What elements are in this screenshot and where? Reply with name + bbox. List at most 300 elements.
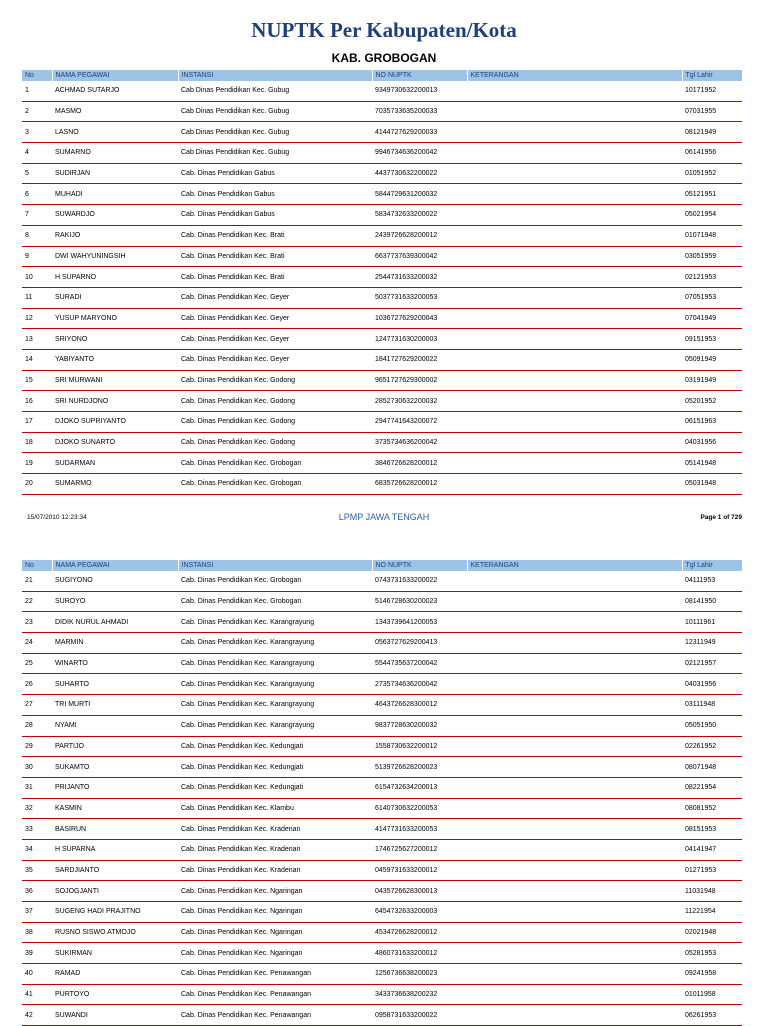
cell-tgl-lahir: 08151953 <box>682 819 742 840</box>
cell-nuptk: 1841727629200022 <box>372 349 467 370</box>
table-header-row <box>22 70 742 81</box>
cell-instansi: Cab. Dinas Pendidikan Kec. Penawangan <box>178 984 372 1005</box>
cell-tgl-lahir: 01071948 <box>682 225 742 246</box>
cell-name: RUSNO SISWO ATMOJO <box>52 922 178 943</box>
cell-tgl-lahir: 08081952 <box>682 798 742 819</box>
cell-instansi: Cab. Dinas Pendidikan Kec. Grobogan <box>178 453 372 474</box>
table-row <box>22 308 742 329</box>
cell-instansi: Cab Dinas Pendidikan Kec. Gubug <box>178 101 372 122</box>
cell-instansi: Cab. Dinas Pendidikan Kec. Kradenan <box>178 860 372 881</box>
cell-tgl-lahir: 01011958 <box>682 984 742 1005</box>
cell-tgl-lahir: 09241958 <box>682 964 742 985</box>
cell-instansi: Cab. Dinas Pendidikan Kec. Kedungjati <box>178 736 372 757</box>
cell-instansi: Cab. Dinas Pendidikan Kec. Grobogan <box>178 591 372 612</box>
cell-no: 34 <box>22 839 52 860</box>
cell-instansi: Cab. Dinas Pendidikan Kec. Karangrayung <box>178 674 372 695</box>
cell-nuptk: 9946734636200042 <box>372 143 467 164</box>
cell-no: 21 <box>22 571 52 591</box>
cell-keterangan <box>467 1005 682 1026</box>
cell-keterangan <box>467 163 682 184</box>
document-title: NUPTK Per Kabupaten/Kota <box>251 18 517 42</box>
cell-instansi: Cab. Dinas Pendidikan Kec. Karangrayung <box>178 612 372 633</box>
cell-name: H SUPARNO <box>52 267 178 288</box>
cell-no: 36 <box>22 881 52 902</box>
cell-nuptk: 9837728630200032 <box>372 715 467 736</box>
cell-nuptk: 4144727629200033 <box>372 122 467 143</box>
cell-tgl-lahir: 04031956 <box>682 674 742 695</box>
cell-keterangan <box>467 881 682 902</box>
cell-tgl-lahir: 10171952 <box>682 81 742 101</box>
cell-tgl-lahir: 05091949 <box>682 349 742 370</box>
col-header-tgl-lahir: Tgl Lahir <box>682 560 742 571</box>
cell-no: 32 <box>22 798 52 819</box>
col-header-instansi: INSTANSI <box>178 560 372 571</box>
cell-nuptk: 0563727629200413 <box>372 633 467 654</box>
cell-instansi: Cab. Dinas Pendidikan Kec. Ngaringan <box>178 943 372 964</box>
cell-keterangan <box>467 225 682 246</box>
cell-tgl-lahir: 05021954 <box>682 205 742 226</box>
cell-instansi: Cab Dinas Pendidikan Kec. Gubug <box>178 143 372 164</box>
cell-no: 3 <box>22 122 52 143</box>
cell-no: 35 <box>22 860 52 881</box>
cell-keterangan <box>467 349 682 370</box>
cell-name: BASIRUN <box>52 819 178 840</box>
cell-tgl-lahir: 04141947 <box>682 839 742 860</box>
cell-no: 5 <box>22 163 52 184</box>
table-row <box>22 432 742 453</box>
cell-instansi: Cab. Dinas Pendidikan Kec. Geyer <box>178 349 372 370</box>
cell-instansi: Cab. Dinas Pendidikan Kec. Penawangan <box>178 1005 372 1026</box>
cell-no: 25 <box>22 653 52 674</box>
table-row <box>22 984 742 1005</box>
cell-name: YUSUP MARYONO <box>52 308 178 329</box>
cell-tgl-lahir: 01051952 <box>682 163 742 184</box>
cell-nuptk: 2439726628200012 <box>372 225 467 246</box>
cell-keterangan <box>467 612 682 633</box>
cell-no: 19 <box>22 453 52 474</box>
cell-no: 27 <box>22 695 52 716</box>
cell-nuptk: 4147731633200053 <box>372 819 467 840</box>
cell-name: PARTIJO <box>52 736 178 757</box>
cell-name: LASNO <box>52 122 178 143</box>
cell-instansi: Cab. Dinas Pendidikan Kec. Geyer <box>178 287 372 308</box>
table-row <box>22 287 742 308</box>
cell-tgl-lahir: 03051959 <box>682 246 742 267</box>
cell-tgl-lahir: 03111948 <box>682 695 742 716</box>
cell-instansi: Cab. Dinas Pendidikan Gabus <box>178 205 372 226</box>
cell-no: 15 <box>22 370 52 391</box>
cell-keterangan <box>467 474 682 495</box>
cell-no: 28 <box>22 715 52 736</box>
cell-name: SRI MURWANI <box>52 370 178 391</box>
table-row <box>22 205 742 226</box>
cell-no: 10 <box>22 267 52 288</box>
cell-nuptk: 2852730632200032 <box>372 391 467 412</box>
table-row <box>22 902 742 923</box>
cell-keterangan <box>467 715 682 736</box>
print-timestamp: 15/07/2010 12:23:34 <box>27 514 87 521</box>
cell-instansi: Cab. Dinas Pendidikan Kec. Geyer <box>178 329 372 350</box>
cell-tgl-lahir: 06151963 <box>682 412 742 433</box>
cell-nuptk: 3433736638200232 <box>372 984 467 1005</box>
col-header-nuptk: NO NUPTK <box>372 560 467 571</box>
cell-no: 31 <box>22 777 52 798</box>
cell-keterangan <box>467 246 682 267</box>
cell-no: 41 <box>22 984 52 1005</box>
table-row <box>22 653 742 674</box>
cell-tgl-lahir: 06141956 <box>682 143 742 164</box>
cell-no: 39 <box>22 943 52 964</box>
cell-nuptk: 1558730632200012 <box>372 736 467 757</box>
table-row <box>22 101 742 122</box>
cell-nuptk: 2544731633200032 <box>372 267 467 288</box>
cell-tgl-lahir: 02021948 <box>682 922 742 943</box>
cell-instansi: Cab. Dinas Pendidikan Kec. Godong <box>178 391 372 412</box>
cell-nuptk: 6835726628200012 <box>372 474 467 495</box>
cell-keterangan <box>467 653 682 674</box>
cell-name: NYAMI <box>52 715 178 736</box>
cell-name: PRIJANTO <box>52 777 178 798</box>
col-header-keterangan: KETERANGAN <box>467 70 682 81</box>
col-header-tgl-lahir: Tgl Lahir <box>682 70 742 81</box>
cell-tgl-lahir: 02261952 <box>682 736 742 757</box>
cell-instansi: Cab. Dinas Pendidikan Kec. Karangrayung <box>178 653 372 674</box>
cell-tgl-lahir: 10111961 <box>682 612 742 633</box>
cell-no: 42 <box>22 1005 52 1026</box>
cell-instansi: Cab. Dinas Pendidikan Kec. Kradenan <box>178 839 372 860</box>
cell-name: DWI WAHYUNINGSIH <box>52 246 178 267</box>
cell-nuptk: 6637737639300042 <box>372 246 467 267</box>
cell-tgl-lahir: 05031948 <box>682 474 742 495</box>
cell-tgl-lahir: 07041949 <box>682 308 742 329</box>
cell-name: MUHADI <box>52 184 178 205</box>
cell-tgl-lahir: 05051950 <box>682 715 742 736</box>
cell-keterangan <box>467 591 682 612</box>
cell-no: 37 <box>22 902 52 923</box>
cell-keterangan <box>467 674 682 695</box>
col-header-keterangan: KETERANGAN <box>467 560 682 571</box>
cell-no: 29 <box>22 736 52 757</box>
table-row <box>22 839 742 860</box>
cell-nuptk: 3735734636200042 <box>372 432 467 453</box>
table-row <box>22 674 742 695</box>
cell-name: MASMO <box>52 101 178 122</box>
cell-no: 40 <box>22 964 52 985</box>
cell-nuptk: 1343739641200053 <box>372 612 467 633</box>
cell-name: RAMAD <box>52 964 178 985</box>
table-row <box>22 695 742 716</box>
table-row <box>22 819 742 840</box>
table-row <box>22 81 742 101</box>
table-row <box>22 798 742 819</box>
table-row <box>22 184 742 205</box>
cell-no: 13 <box>22 329 52 350</box>
table-row <box>22 225 742 246</box>
cell-nuptk: 0958731633200022 <box>372 1005 467 1026</box>
cell-keterangan <box>467 329 682 350</box>
cell-no: 4 <box>22 143 52 164</box>
cell-tgl-lahir: 04031956 <box>682 432 742 453</box>
cell-nuptk: 5139726628200023 <box>372 757 467 778</box>
cell-name: SUMARMO <box>52 474 178 495</box>
cell-no: 14 <box>22 349 52 370</box>
table-header-row <box>22 560 742 571</box>
cell-nuptk: 1746725627200012 <box>372 839 467 860</box>
cell-nuptk: 6154732634200013 <box>372 777 467 798</box>
cell-instansi: Cab. Dinas Pendidikan Kec. Karangrayung <box>178 633 372 654</box>
cell-tgl-lahir: 03191949 <box>682 370 742 391</box>
cell-no: 8 <box>22 225 52 246</box>
cell-tgl-lahir: 04111953 <box>682 571 742 591</box>
cell-name: SUMARNO <box>52 143 178 164</box>
cell-nuptk: 6454732633200003 <box>372 902 467 923</box>
cell-instansi: Cab. Dinas Pendidikan Kec. Ngaringan <box>178 922 372 943</box>
cell-name: SUWANDI <box>52 1005 178 1026</box>
cell-no: 6 <box>22 184 52 205</box>
cell-no: 17 <box>22 412 52 433</box>
cell-keterangan <box>467 736 682 757</box>
cell-tgl-lahir: 01271953 <box>682 860 742 881</box>
cell-keterangan <box>467 101 682 122</box>
cell-name: MARMIN <box>52 633 178 654</box>
cell-instansi: Cab. Dinas Pendidikan Kec. Brati <box>178 225 372 246</box>
cell-instansi: Cab. Dinas Pendidikan Kec. Grobogan <box>178 474 372 495</box>
cell-nuptk: 0743731633200022 <box>372 571 467 591</box>
table-row <box>22 453 742 474</box>
cell-name: SUGIYONO <box>52 571 178 591</box>
cell-keterangan <box>467 984 682 1005</box>
cell-keterangan <box>467 902 682 923</box>
cell-instansi: Cab. Dinas Pendidikan Kec. Brati <box>178 246 372 267</box>
table-row <box>22 349 742 370</box>
cell-tgl-lahir: 05141948 <box>682 453 742 474</box>
cell-name: WINARTO <box>52 653 178 674</box>
cell-keterangan <box>467 453 682 474</box>
cell-nuptk: 7035733635200033 <box>372 101 467 122</box>
cell-name: SUDARMAN <box>52 453 178 474</box>
cell-keterangan <box>467 633 682 654</box>
cell-instansi: Cab. Dinas Pendidikan Kec. Godong <box>178 412 372 433</box>
col-header-nuptk: NO NUPTK <box>372 70 467 81</box>
cell-name: SARDJIANTO <box>52 860 178 881</box>
table-row <box>22 329 742 350</box>
table-row <box>22 860 742 881</box>
cell-name: SUWARDJO <box>52 205 178 226</box>
cell-name: SOJOGJANTI <box>52 881 178 902</box>
cell-keterangan <box>467 370 682 391</box>
cell-instansi: Cab. Dinas Pendidikan Kec. Ngaringan <box>178 881 372 902</box>
cell-nuptk: 5844729631200032 <box>372 184 467 205</box>
table-row <box>22 633 742 654</box>
col-header-name: NAMA PEGAWAI <box>52 560 178 571</box>
cell-no: 30 <box>22 757 52 778</box>
cell-tgl-lahir: 05121951 <box>682 184 742 205</box>
cell-name: SRIYONO <box>52 329 178 350</box>
cell-keterangan <box>467 757 682 778</box>
cell-instansi: Cab. Dinas Pendidikan Gabus <box>178 184 372 205</box>
cell-tgl-lahir: 07051953 <box>682 287 742 308</box>
cell-nuptk: 0435726628300013 <box>372 881 467 902</box>
cell-no: 16 <box>22 391 52 412</box>
cell-name: DJOKO SUPRIYANTO <box>52 412 178 433</box>
cell-no: 38 <box>22 922 52 943</box>
table-row <box>22 964 742 985</box>
cell-tgl-lahir: 07031955 <box>682 101 742 122</box>
cell-no: 7 <box>22 205 52 226</box>
cell-name: SUDIRJAN <box>52 163 178 184</box>
table-row <box>22 777 742 798</box>
col-header-instansi: INSTANSI <box>178 70 372 81</box>
table-row <box>22 412 742 433</box>
cell-keterangan <box>467 267 682 288</box>
cell-name: H SUPARNA <box>52 839 178 860</box>
cell-nuptk: 2947741643200072 <box>372 412 467 433</box>
table-row <box>22 143 742 164</box>
cell-keterangan <box>467 943 682 964</box>
table-row <box>22 370 742 391</box>
cell-keterangan <box>467 964 682 985</box>
cell-tgl-lahir: 09151953 <box>682 329 742 350</box>
cell-instansi: Cab. Dinas Pendidikan Kec. Kradenan <box>178 819 372 840</box>
cell-tgl-lahir: 11221954 <box>682 902 742 923</box>
cell-keterangan <box>467 432 682 453</box>
cell-nuptk: 3846726628200012 <box>372 453 467 474</box>
cell-keterangan <box>467 777 682 798</box>
cell-instansi: Cab. Dinas Pendidikan Kec. Brati <box>178 267 372 288</box>
employee-table-page-1 <box>22 70 743 495</box>
cell-nuptk: 5146728630200023 <box>372 591 467 612</box>
table-row <box>22 943 742 964</box>
cell-instansi: Cab. Dinas Pendidikan Kec. Godong <box>178 432 372 453</box>
cell-tgl-lahir: 05201952 <box>682 391 742 412</box>
table-row <box>22 474 742 495</box>
cell-keterangan <box>467 922 682 943</box>
cell-keterangan <box>467 205 682 226</box>
cell-nuptk: 4534726628200012 <box>372 922 467 943</box>
cell-nuptk: 9349730632200013 <box>372 81 467 101</box>
page-indicator: Page 1 of 729 <box>700 514 742 521</box>
cell-keterangan <box>467 860 682 881</box>
cell-name: ACHMAD SUTARJO <box>52 81 178 101</box>
cell-name: SUKAMTO <box>52 757 178 778</box>
cell-tgl-lahir: 08221954 <box>682 777 742 798</box>
table-row <box>22 246 742 267</box>
cell-no: 24 <box>22 633 52 654</box>
cell-keterangan <box>467 412 682 433</box>
cell-keterangan <box>467 81 682 101</box>
cell-tgl-lahir: 02121953 <box>682 267 742 288</box>
cell-keterangan <box>467 571 682 591</box>
cell-name: RAKIJO <box>52 225 178 246</box>
cell-no: 18 <box>22 432 52 453</box>
cell-no: 1 <box>22 81 52 101</box>
cell-no: 33 <box>22 819 52 840</box>
cell-nuptk: 0459731633200012 <box>372 860 467 881</box>
cell-keterangan <box>467 122 682 143</box>
cell-instansi: Cab. Dinas Pendidikan Kec. Geyer <box>178 308 372 329</box>
cell-name: DIDIK NURUL AHMADI <box>52 612 178 633</box>
table-row <box>22 571 742 591</box>
cell-instansi: Cab. Dinas Pendidikan Kec. Kedungjati <box>178 777 372 798</box>
cell-name: PURTOYO <box>52 984 178 1005</box>
cell-keterangan <box>467 143 682 164</box>
col-header-no: No <box>22 560 52 571</box>
cell-instansi: Cab. Dinas Pendidikan Kec. Ngaringan <box>178 902 372 923</box>
cell-no: 12 <box>22 308 52 329</box>
table-row <box>22 922 742 943</box>
cell-instansi: Cab. Dinas Pendidikan Kec. Karangrayung <box>178 695 372 716</box>
cell-nuptk: 4437730632200022 <box>372 163 467 184</box>
employee-table-page-2 <box>22 560 743 1026</box>
cell-tgl-lahir: 12311949 <box>682 633 742 654</box>
table-row <box>22 757 742 778</box>
cell-keterangan <box>467 308 682 329</box>
cell-tgl-lahir: 08071948 <box>682 757 742 778</box>
cell-nuptk: 1036727629200043 <box>372 308 467 329</box>
cell-no: 22 <box>22 591 52 612</box>
cell-instansi: Cab. Dinas Pendidikan Gabus <box>178 163 372 184</box>
cell-name: SRI NURDJONO <box>52 391 178 412</box>
cell-nuptk: 1256736638200023 <box>372 964 467 985</box>
cell-keterangan <box>467 819 682 840</box>
col-header-name: NAMA PEGAWAI <box>52 70 178 81</box>
cell-instansi: Cab Dinas Pendidikan Kec. Gubug <box>178 122 372 143</box>
cell-keterangan <box>467 798 682 819</box>
cell-keterangan <box>467 184 682 205</box>
cell-nuptk: 4643726628300012 <box>372 695 467 716</box>
table-row <box>22 736 742 757</box>
cell-keterangan <box>467 391 682 412</box>
table-row <box>22 267 742 288</box>
cell-nuptk: 5544735637200042 <box>372 653 467 674</box>
cell-nuptk: 4860731633200012 <box>372 943 467 964</box>
cell-nuptk: 2735734636200042 <box>372 674 467 695</box>
cell-keterangan <box>467 839 682 860</box>
cell-no: 23 <box>22 612 52 633</box>
cell-keterangan <box>467 695 682 716</box>
table-row <box>22 881 742 902</box>
cell-instansi: Cab Dinas Pendidikan Kec. Gubug <box>178 81 372 101</box>
cell-name: TRI MURTI <box>52 695 178 716</box>
cell-instansi: Cab. Dinas Pendidikan Kec. Klambu <box>178 798 372 819</box>
cell-instansi: Cab. Dinas Pendidikan Kec. Godong <box>178 370 372 391</box>
cell-tgl-lahir: 08121949 <box>682 122 742 143</box>
table-row <box>22 591 742 612</box>
table-row <box>22 391 742 412</box>
cell-nuptk: 1247731630200003 <box>372 329 467 350</box>
cell-name: SUGENG HADI PRAJITNO <box>52 902 178 923</box>
organization-name: LPMP JAWA TENGAH <box>338 512 430 522</box>
cell-nuptk: 9651727629300002 <box>372 370 467 391</box>
cell-keterangan <box>467 287 682 308</box>
cell-instansi: Cab. Dinas Pendidikan Kec. Karangrayung <box>178 715 372 736</box>
table-row <box>22 1005 742 1026</box>
cell-instansi: Cab. Dinas Pendidikan Kec. Penawangan <box>178 964 372 985</box>
cell-name: SUKIRMAN <box>52 943 178 964</box>
region-subtitle: KAB. GROBOGAN <box>331 51 437 65</box>
cell-instansi: Cab. Dinas Pendidikan Kec. Kedungjati <box>178 757 372 778</box>
cell-nuptk: 5037731633200053 <box>372 287 467 308</box>
cell-no: 11 <box>22 287 52 308</box>
cell-no: 20 <box>22 474 52 495</box>
table-row <box>22 612 742 633</box>
col-header-no: No <box>22 70 52 81</box>
table-row <box>22 163 742 184</box>
cell-name: DJOKO SUNARTO <box>52 432 178 453</box>
cell-tgl-lahir: 02121957 <box>682 653 742 674</box>
cell-tgl-lahir: 08141950 <box>682 591 742 612</box>
cell-no: 2 <box>22 101 52 122</box>
